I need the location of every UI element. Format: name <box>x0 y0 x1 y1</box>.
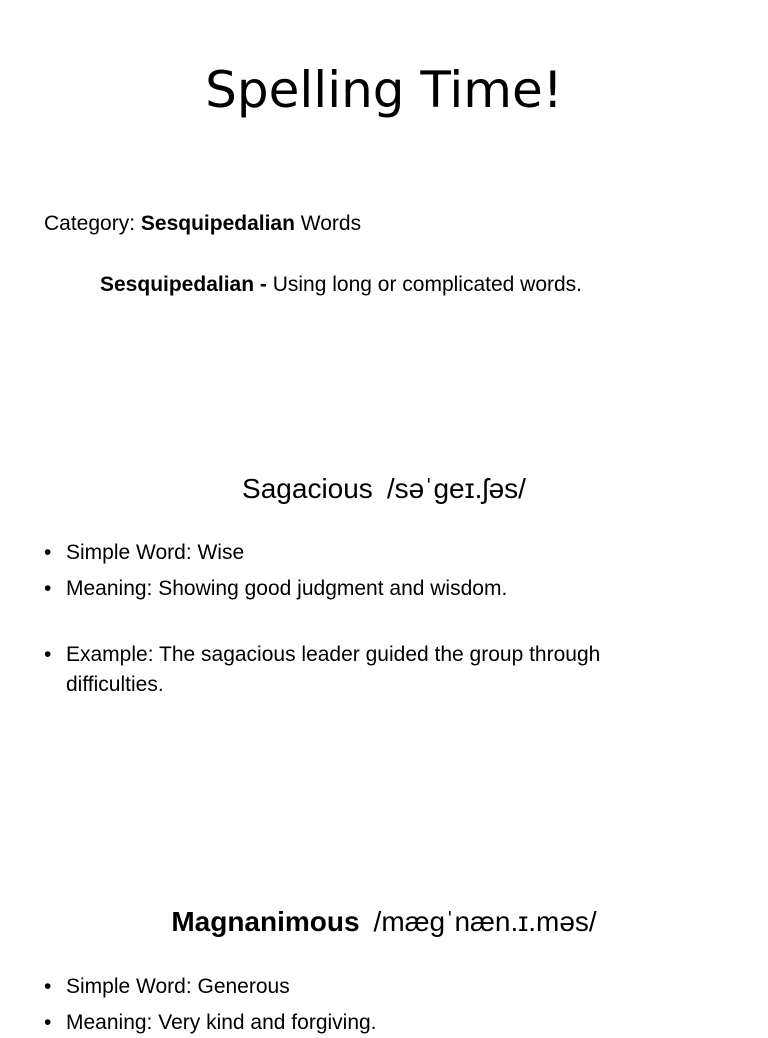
category-name: Sesquipedalian <box>140 212 295 235</box>
list-item <box>44 640 684 700</box>
bullet-icon: • <box>44 541 52 564</box>
list-item <box>44 538 684 568</box>
word-pronunciation: /səˈɡeɪ.ʃəs/ <box>386 473 526 504</box>
bullet-icon: • <box>44 643 52 666</box>
list-item <box>44 972 684 1002</box>
word-heading-magnanimous <box>0 904 768 940</box>
word-heading-sagacious <box>0 471 768 507</box>
definition-line <box>100 271 582 298</box>
list-item <box>44 574 684 604</box>
meaning: Meaning: Very kind and forgiving. <box>66 1011 377 1034</box>
definition-term: Sesquipedalian - <box>100 273 267 296</box>
simple-word: Simple Word: Wise <box>66 541 245 564</box>
bullet-icon: • <box>44 975 52 998</box>
definition-text: Using long or complicated words. <box>266 273 583 296</box>
word-details-magnanimous <box>44 972 684 1038</box>
bullet-icon: • <box>44 1011 52 1034</box>
list-item <box>44 1008 684 1038</box>
category-line <box>44 210 361 237</box>
word-term: Sagacious <box>242 473 373 504</box>
bullet-icon: • <box>44 577 52 600</box>
simple-word: Simple Word: Generous <box>66 975 290 998</box>
category-prefix: Category: <box>44 212 141 235</box>
word-term: Magnanimous <box>171 906 360 937</box>
word-details-sagacious <box>44 538 684 700</box>
example: Example: The sagacious leader guided the group through difficulties. <box>66 643 601 696</box>
page-title: Spelling Time! <box>205 61 563 119</box>
category-suffix: Words <box>294 212 362 235</box>
meaning: Meaning: Showing good judgment and wisdom. <box>66 577 508 600</box>
word-pronunciation: /mæɡˈnæn.ɪ.məs/ <box>373 906 597 937</box>
